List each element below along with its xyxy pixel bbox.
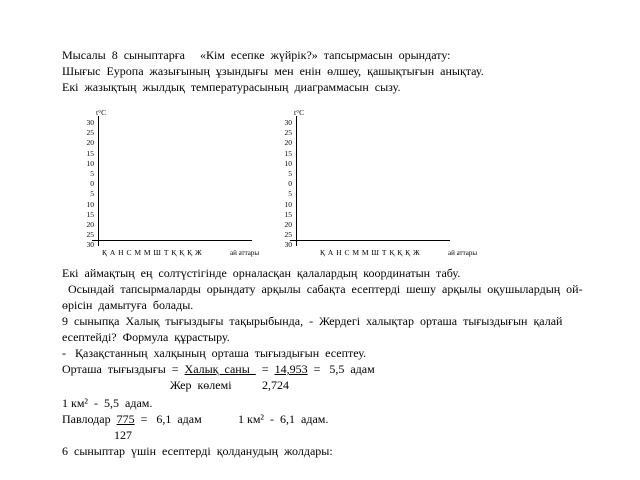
- chart-2-y-tick: 5: [288, 189, 292, 199]
- chart-1-y-tick: 15: [86, 209, 94, 219]
- chart-2-x-axis: [290, 240, 450, 241]
- body-line-8: есептейді? Формула құрастыру.: [62, 330, 230, 344]
- chart-2-y-tick: 20: [284, 220, 292, 230]
- intro-line-2: Шығыс Еуропа жазығының ұзындығы мен енін өлшеу, қашықтығын анықтау.: [62, 64, 484, 78]
- pavlodar-denominator: 127: [114, 428, 132, 442]
- chart-1-ylabel: t°C: [96, 108, 107, 117]
- intro-line-3: Екі жазықтың жылдық температурасының диаграммасын сызу.: [62, 80, 401, 94]
- chart-1-y-tick: 10: [86, 158, 94, 168]
- chart-2-y-tick: 0: [288, 179, 292, 189]
- pavlodar-formula: [62, 412, 202, 426]
- formula-numerator-value: 14,953: [274, 362, 308, 376]
- chart-1-y-tick: 30: [86, 240, 94, 250]
- pavlodar-per-km: 1 км² - 6,1 адам.: [238, 412, 329, 426]
- formula-prefix: Орташа тығыздығы =: [62, 362, 185, 376]
- chart-1-y-tick: 20: [86, 220, 94, 230]
- chart-2-y-axis: [296, 116, 297, 246]
- formula-numerator-label: Халық саны: [184, 362, 256, 376]
- chart-1-y-tick: 10: [86, 199, 94, 209]
- chart-1-y-tick: 5: [90, 169, 94, 179]
- formula-eq: =: [255, 362, 275, 376]
- chart-2-y-tick: 10: [284, 158, 292, 168]
- chart-2-month-labels: Қ А Н С М М Ш Т Қ Қ Қ Ж: [320, 248, 421, 257]
- result-line-1: 1 км² - 5,5 адам.: [62, 396, 153, 410]
- density-formula: [62, 362, 375, 376]
- chart-2-y-tick: 20: [284, 138, 292, 148]
- pavlodar-prefix: Павлодар: [62, 412, 117, 426]
- chart-1-y-axis: [98, 116, 99, 246]
- temperature-chart-2: [270, 108, 490, 258]
- chart-2-y-tick: 15: [284, 209, 292, 219]
- formula-denominator-value: 2,724: [262, 378, 289, 392]
- chart-2-y-tick: 30: [284, 240, 292, 250]
- chart-1-y-tick: 25: [86, 230, 94, 240]
- chart-1-y-tick: 20: [86, 138, 94, 148]
- chart-1-y-tick: 5: [90, 189, 94, 199]
- chart-1-xlabel: ай аттары: [230, 249, 260, 257]
- body-line-4: Екі аймақтың ең солтүстігінде орналасқан қалалардың координатын табу.: [62, 266, 461, 280]
- formula-denominator-label: Жер көлемі: [170, 378, 232, 392]
- body-line-7: 9 сыныпқа Халық тығыздығы тақырыбында, - Жердегі халықтар орташа тығыздығын қалай: [62, 314, 563, 328]
- chart-2-y-tick: 15: [284, 148, 292, 158]
- chart-2-y-tick: 5: [288, 169, 292, 179]
- chart-1-y-tick: 0: [90, 179, 94, 189]
- chart-2-xlabel: ай аттары: [448, 249, 478, 257]
- chart-1-y-tick: 30: [86, 118, 94, 127]
- chart-1-month-labels: Қ А Н С М М Ш Т Қ Қ Қ Ж: [102, 248, 203, 257]
- closing-line: 6 сыныптар үшін есептерді қолданудың жолдары:: [62, 444, 333, 458]
- chart-1-x-axis: [92, 240, 252, 241]
- body-line-5: Осындай тапсырмаларды орындату арқылы сабақта есептерді шешу арқылы оқушылардың ой-: [62, 282, 583, 296]
- chart-1-y-tick: 25: [86, 128, 94, 138]
- chart-2-y-ticks: [270, 118, 292, 251]
- chart-1-y-ticks: [72, 118, 94, 251]
- body-line-9: - Қазақстанның халқының орташа тығыздығын есептеу.: [62, 346, 367, 360]
- chart-2-y-tick: 25: [284, 230, 292, 240]
- chart-2-y-tick: 25: [284, 128, 292, 138]
- chart-2-y-tick: 30: [284, 118, 292, 127]
- intro-line-1: Мысалы 8 сыныптарға «Кім есепке жүйрік?» тапсырмасын орындату:: [62, 48, 451, 62]
- formula-result: = 5,5 адам: [307, 362, 375, 376]
- pavlodar-numerator: 775: [116, 412, 135, 426]
- body-line-6: өрісін дамытуға болады.: [62, 298, 194, 312]
- chart-1-y-tick: 15: [86, 148, 94, 158]
- chart-2-ylabel: t°C: [294, 108, 305, 117]
- chart-2-y-tick: 10: [284, 199, 292, 209]
- temperature-chart-1: [72, 108, 292, 258]
- pavlodar-result: = 6,1 адам: [134, 412, 202, 426]
